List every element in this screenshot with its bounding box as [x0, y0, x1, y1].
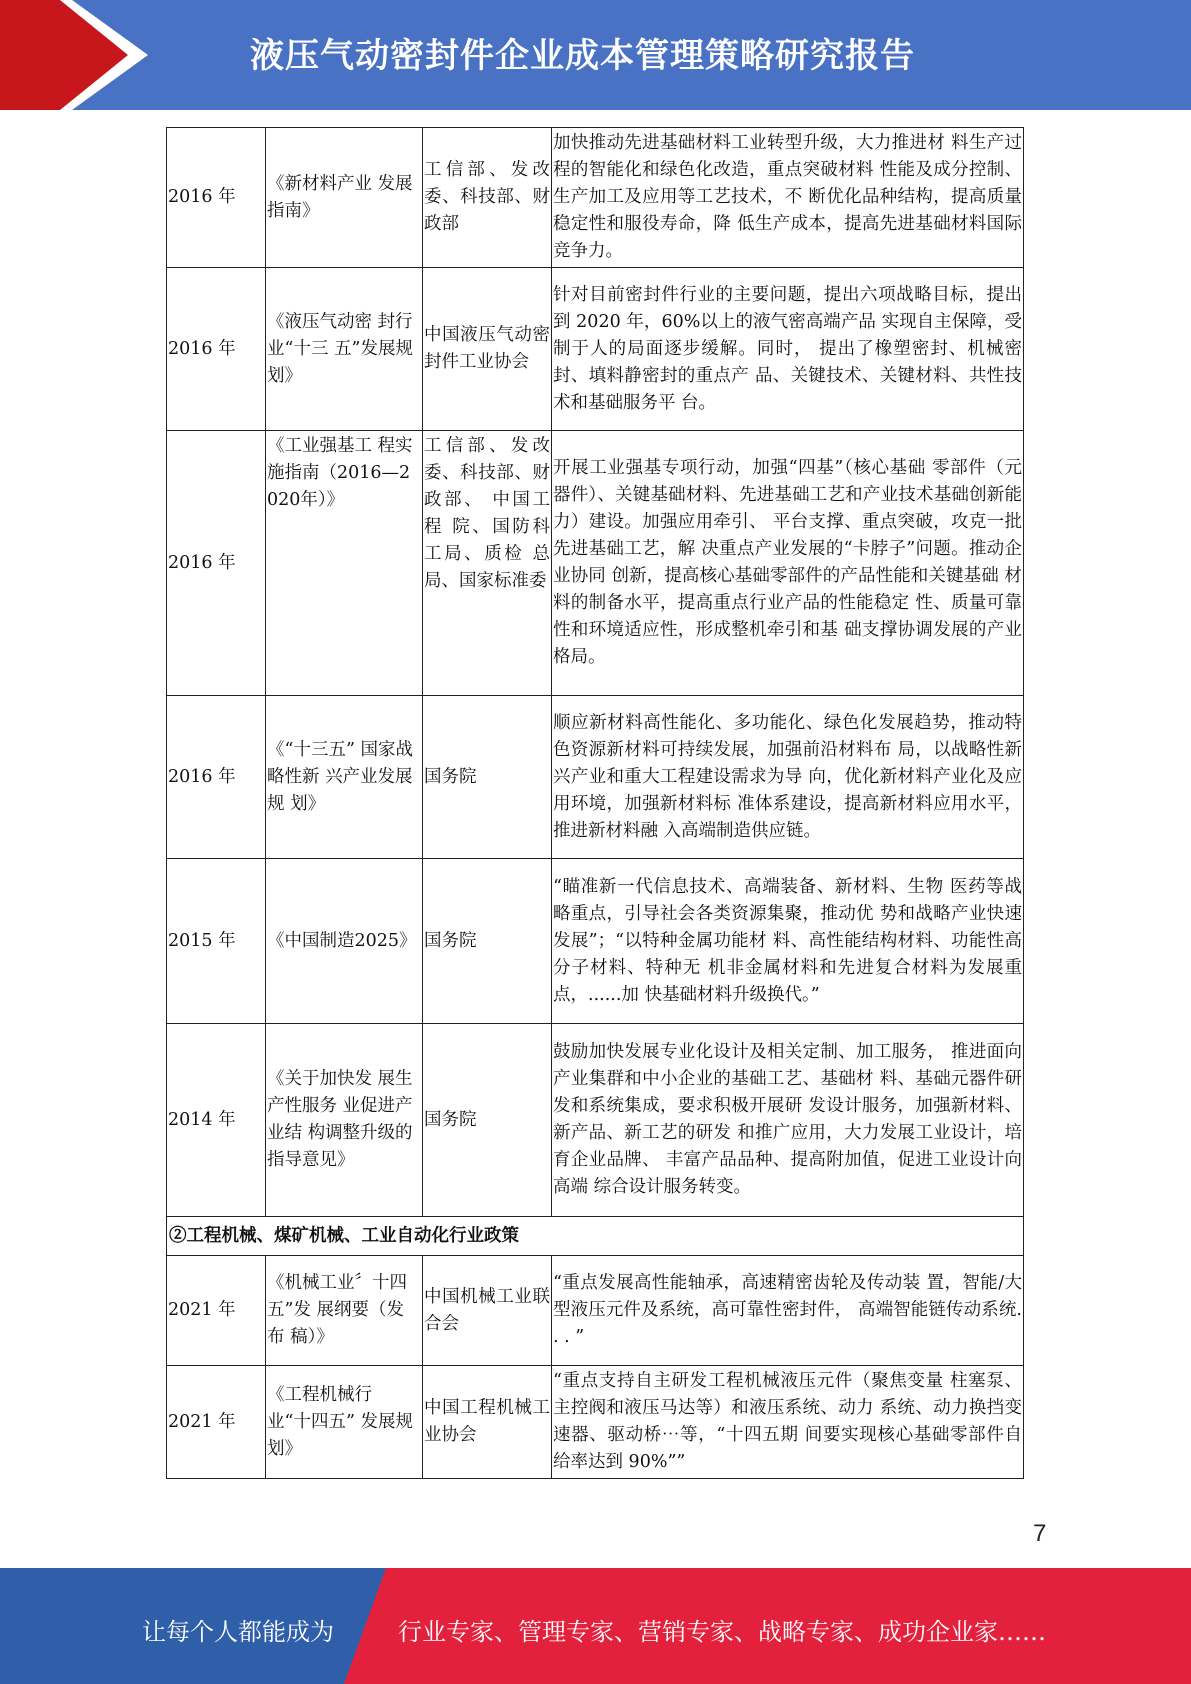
page-footer: [0, 1568, 1191, 1684]
page-number: 7: [1033, 1520, 1047, 1547]
policy-name-cell: 《中国制造2025》: [266, 859, 423, 1024]
table-row: [167, 268, 1024, 431]
year-cell: 2016 年: [167, 268, 266, 431]
year-cell: 2021 年: [167, 1366, 266, 1479]
content-cell: 针对目前密封件行业的主要问题，提出六项战略目标，提出到 2020 年，60%以上的液气密高端产品 实现自主保障，受制于人的局面逐步缓解。同时， 提出了橡塑密封、机械密封、填料静密封的重点产 品、关键技术、关键材料、共性技术和基础服务平 台。: [552, 268, 1024, 431]
year-cell: 2021 年: [167, 1256, 266, 1366]
table-row: [167, 1024, 1024, 1217]
table-row: [167, 431, 1024, 696]
content-cell: “重点支持自主研发工程机械液压元件（聚焦变量 柱塞泵、主控阀和液压马达等）和液压系统、动力 系统、动力换挡变速器、驱动桥⋯等，“十四五期 间要实现核心基础零部件自给率达到 90%””: [552, 1366, 1024, 1479]
policy-name-cell: 《机械工业〞十四五”发 展纲要（发布 稿）》: [266, 1256, 423, 1366]
year-cell: 2016 年: [167, 696, 266, 859]
policy-name-cell: 《新材料产业 发展指南》: [266, 128, 423, 268]
department-cell: 工信部、发改委、科技部、财政部: [423, 128, 552, 268]
table-row: [167, 128, 1024, 268]
content-cell: 顺应新材料高性能化、多功能化、绿色化发展趋势，推动特色资源新材料可持续发展，加强前沿材料布 局，以战略性新兴产业和重大工程建设需求为导 向，优化新材料产业化及应用环境，加强新材料标 准体系建设，提高新材料应用水平，推进新材料融 入高端制造供应链。: [552, 696, 1024, 859]
policy-name-cell: 《“十三五” 国家战略性新 兴产业发展规 划》: [266, 696, 423, 859]
department-cell: 国务院: [423, 696, 552, 859]
content-cell: 开展工业强基专项行动，加强“四基”（核心基础 零部件（元器件）、关键基础材料、先进基础工艺和产业技术基础创新能力）建设。加强应用牵引、 平台支撑、重点突破，攻克一批先进基础工艺，解 决重点产业发展的“卡脖子”问题。推动企业协同 创新，提高核心基础零部件的产品性能和关键基础 材料的制备水平，提高重点行业产品的性能稳定 性、质量可靠性和环境适应性，形成整机牵引和基 础支撑协调发展的产业格局。: [552, 431, 1024, 696]
table-row: [167, 1366, 1024, 1479]
section-heading-row: [167, 1217, 1024, 1256]
content-cell: 鼓励加快发展专业化设计及相关定制、加工服务， 推进面向产业集群和中小企业的基础工艺、基础材 料、基础元器件研发和系统集成，要求积极开展研 发设计服务，加强新材料、新产品、新工艺的研发 和推广应用，大力发展工业设计，培育企业品牌、 丰富产品品种、提高附加值，促进工业设计向高端 综合设计服务转变。: [552, 1024, 1024, 1217]
report-title: 液压气动密封件企业成本管理策略研究报告: [250, 36, 915, 76]
policy-name-cell: 《工业强基工 程实施指南（2016—2020年）》: [266, 431, 423, 696]
year-cell: 2016 年: [167, 431, 266, 696]
department-cell: 中国工程机械工业协会: [423, 1366, 552, 1479]
footer-slogan-right: 行业专家、管理专家、营销专家、战略专家、成功企业家……: [398, 1618, 1046, 1646]
department-cell: 国务院: [423, 859, 552, 1024]
year-cell: 2014 年: [167, 1024, 266, 1217]
page-header: [0, 0, 1191, 110]
policy-table: [166, 127, 1024, 1479]
section-heading: ②工程机械、煤矿机械、工业自动化行业政策: [167, 1217, 1024, 1256]
content-cell: 加快推动先进基础材料工业转型升级，大力推进材 料生产过程的智能化和绿色化改造，重点突破材料 性能及成分控制、生产加工及应用等工艺技术，不 断优化品种结构，提高质量稳定性和服役寿命，降 低生产成本，提高先进基础材料国际竞争力。: [552, 128, 1024, 268]
content-cell: “重点发展高性能轴承，高速精密齿轮及传动装 置，智能/大型液压元件及系统，高可靠性密封件， 高端智能链传动系统. . . ”: [552, 1256, 1024, 1366]
footer-slogan-left: 让每个人都能成为: [142, 1618, 334, 1646]
table-row: [167, 859, 1024, 1024]
department-cell: 中国机械工业联合会: [423, 1256, 552, 1366]
policy-name-cell: 《工程机械行 业“十四五” 发展规划》: [266, 1366, 423, 1479]
department-cell: 国务院: [423, 1024, 552, 1217]
department-cell: 中国液压气动密封件工业协会: [423, 268, 552, 431]
policy-name-cell: 《关于加快发 展生产性服务 业促进产业结 构调整升级的 指导意见》: [266, 1024, 423, 1217]
content-cell: “瞄准新一代信息技术、高端装备、新材料、生物 医药等战略重点，引导社会各类资源集聚，推动优 势和战略产业快速发展”；“以特种金属功能材 料、高性能结构材料、功能性高分子材料、特种无 机非金属材料和先进复合材料为发展重点，......加 快基础材料升级换代。”: [552, 859, 1024, 1024]
policy-name-cell: 《液压气动密 封行业“十三 五”发展规 划》: [266, 268, 423, 431]
department-cell: 工信部、发改委、科技部、财政部、 中国工程 院、国防科 工局、质检 总局、国家标准委: [423, 431, 552, 696]
year-cell: 2016 年: [167, 128, 266, 268]
table-row: [167, 1256, 1024, 1366]
year-cell: 2015 年: [167, 859, 266, 1024]
table-row: [167, 696, 1024, 859]
